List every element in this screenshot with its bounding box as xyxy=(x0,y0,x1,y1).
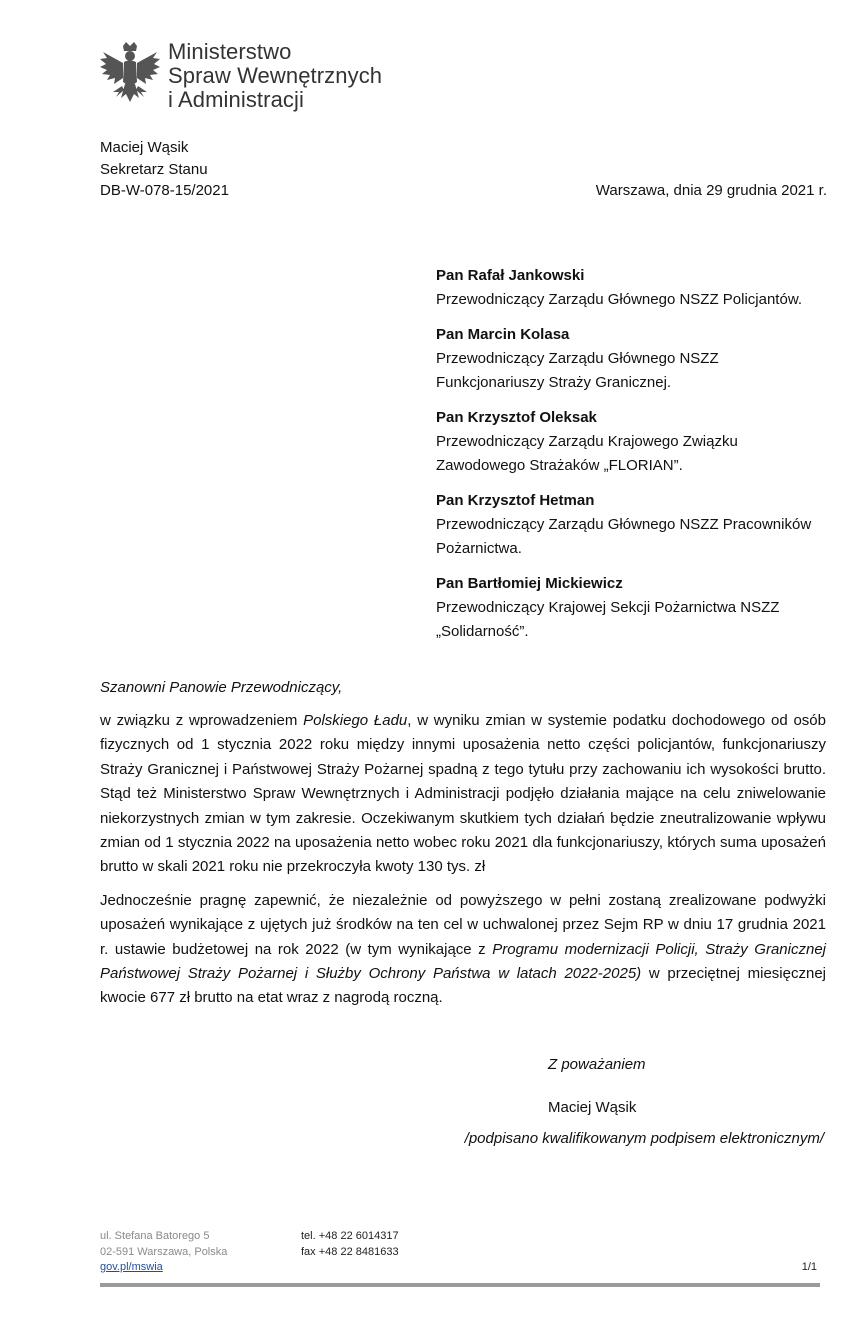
recipient-name: Pan Marcin Kolasa xyxy=(436,326,570,343)
letter-date: Warszawa, dnia 29 grudnia 2021 r. xyxy=(595,182,827,199)
page-number: 1/1 xyxy=(801,1261,817,1273)
recipient-title: Przewodniczący Zarządu Głównego NSZZ xyxy=(436,350,719,367)
ministry-name xyxy=(168,40,382,112)
footer-fax: fax +48 22 8481633 xyxy=(301,1245,399,1258)
recipient-title: „Solidarność”. xyxy=(436,623,529,640)
sender-name: Maciej Wąsik xyxy=(100,139,189,156)
closing-phrase: Z poważaniem xyxy=(548,1056,646,1073)
recipient-title: Zawodowego Strażaków „FLORIAN”. xyxy=(436,457,683,474)
recipient-title: Przewodniczący Zarządu Głównego NSZZ Policjantów. xyxy=(436,291,802,308)
body-paragraph xyxy=(100,889,826,1011)
recipient xyxy=(436,323,836,395)
recipient-title: Funkcjonariuszy Straży Granicznej. xyxy=(436,374,672,391)
recipient xyxy=(436,406,836,478)
footer-website-link[interactable]: gov.pl/mswia xyxy=(100,1261,163,1273)
footer-phone: tel. +48 22 6014317 xyxy=(301,1230,399,1242)
sender-block xyxy=(100,137,229,202)
ministry-name-line: i Administracji xyxy=(168,87,304,112)
ministry-name-line: Ministerstwo xyxy=(168,39,292,64)
recipient-name: Pan Krzysztof Oleksak xyxy=(436,409,597,426)
reference-number: DB-W-078-15/2021 xyxy=(100,182,229,199)
paragraph-text: w przeciętnej miesięcznej kwocie 677 zł brutto na etat wraz z nagrodą roczną. xyxy=(100,965,826,1007)
footer-city: 02-591 Warszawa, Polska xyxy=(100,1245,228,1258)
recipient-title: Przewodniczący Krajowej Sekcji Pożarnictwa NSZZ xyxy=(436,599,780,616)
recipients-block xyxy=(436,264,836,655)
recipient xyxy=(436,572,836,644)
recipient-title: Przewodniczący Zarządu Głównego NSZZ Pracowników xyxy=(436,516,812,533)
footer-street: ul. Stefana Batorego 5 xyxy=(100,1230,210,1242)
footer-contact xyxy=(301,1229,399,1260)
salutation: Szanowni Panowie Przewodniczący, xyxy=(100,679,343,696)
recipient-name: Pan Krzysztof Hetman xyxy=(436,492,595,509)
electronic-signature-note: /podpisano kwalifikowanym podpisem elektronicznym/ xyxy=(464,1130,824,1147)
ministry-name-line: Spraw Wewnętrznych xyxy=(168,63,383,88)
paragraph-text: w związku z wprowadzeniem xyxy=(100,712,304,729)
paragraph-text: , w wyniku zmian w systemie podatku dochodowego od osób fizycznych od 1 stycznia 2022 roku między innymi uposażenia netto części policjantów, funkcjonariuszy Straży Granicznej i Państwowej Straży Pożarnej spadną z tego tytułu przy zachowaniu ich wysokości brutto. Stąd też Ministerstwo Spraw Wewnętrznych i Administracji podjęło działania mające na celu zniwelowanie niekorzystnych zmian w tym zakresie. Oczekiwanym skutkiem tych działań będzie zneutralizowanie wpływu zmian od 1 stycznia 2022 na uposażenia netto wobec roku 2021 dla funkcjonariuszy, których suma uposażeń brutto w skali 2021 roku nie przekroczyła kwoty 130 tys. zł xyxy=(100,712,826,876)
recipient-name: Pan Bartłomiej Mickiewicz xyxy=(436,575,623,592)
paragraph-italic-text: Polskiego Ładu xyxy=(303,712,408,729)
recipient-title: Przewodniczący Zarządu Krajowego Związku xyxy=(436,433,738,450)
footer-divider xyxy=(100,1283,820,1287)
signer-name: Maciej Wąsik xyxy=(548,1099,637,1116)
paragraph-italic-text: Programu modernizacji Policji, Straży Granicznej Państwowej Straży Pożarnej i Służby Ochrony Państwa w latach 2022-2025) xyxy=(100,940,827,983)
eagle-emblem-icon xyxy=(99,42,161,110)
footer-address xyxy=(100,1229,227,1276)
recipient xyxy=(436,489,836,561)
recipient-title: Pożarnictwa. xyxy=(436,540,522,557)
recipient-name: Pan Rafał Jankowski xyxy=(436,267,585,284)
sender-position: Sekretarz Stanu xyxy=(100,160,208,178)
letter-body xyxy=(100,709,826,1020)
paragraph-text: Jednocześnie pragnę zapewnić, że niezależnie od powyższego w pełni zostaną zrealizowane podwyżki uposażeń wynikające z ujętych już środków na ten cel w uchwalonej przez Sejm RP w dniu 17 grudnia 2021 r. ustawie budżetowej na rok 2022 (w tym wynikające z xyxy=(100,891,826,958)
body-paragraph xyxy=(100,709,826,880)
recipient xyxy=(436,264,836,312)
